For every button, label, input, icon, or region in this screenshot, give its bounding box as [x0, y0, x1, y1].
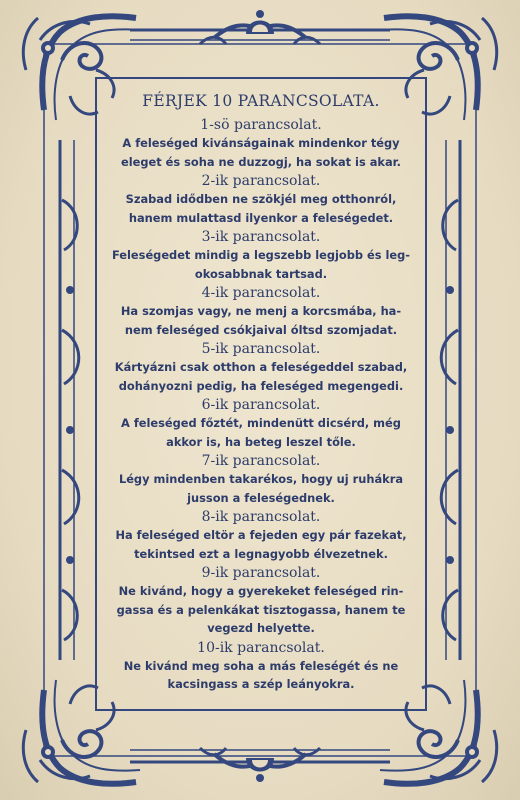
commandment-section: [98, 639, 424, 694]
commandment-line: dohányozni pedig, ha feleséged megengedi.: [118, 378, 404, 393]
commandment-section: [98, 116, 424, 171]
commandments-list: [98, 116, 424, 694]
commandment-section: [98, 172, 424, 227]
commandments-text-area: [98, 86, 424, 706]
commandment-section: [98, 284, 424, 339]
commandment-line: Ne kivánd, hogy a gyerekeket feleséged rin-: [118, 584, 404, 598]
commandment-body: [98, 526, 424, 563]
commandment-body: [98, 414, 424, 451]
commandment-heading: 10-ik parancsolat.: [197, 639, 325, 656]
commandment-heading: 4-ik parancsolat.: [201, 285, 321, 301]
commandment-line: Légy mindenben takarékos, hogy uj ruhákra: [118, 472, 404, 486]
commandment-section: [98, 508, 424, 563]
commandment-heading: 5-ik parancsolat.: [201, 341, 321, 357]
commandment-line: A feleséged kivánságainak mindenkor tégy: [122, 136, 400, 150]
commandment-body: [98, 582, 424, 638]
commandment-heading: 9-ik parancsolat.: [201, 565, 321, 581]
commandment-line: vegezd helyette.: [207, 621, 315, 635]
commandment-body: [98, 358, 424, 395]
commandment-body: [98, 246, 424, 283]
commandment-line: tekintsed ezt a legnagyobb élvezetnek.: [134, 546, 388, 561]
commandment-body: [98, 657, 424, 694]
page-title: FÉRJEK 10 PARANCSOLATA.: [142, 92, 380, 110]
commandment-line: akkor is, ha beteg leszel tőle.: [166, 434, 356, 449]
commandment-line: Ne kivánd meg soha a más feleségét és ne: [123, 658, 399, 673]
commandment-line: nem feleséged csókjaival óltsd szomjadat.: [124, 322, 398, 337]
commandment-line: Kártyázni csak otthon a feleségeddel szabad,: [114, 360, 408, 374]
commandment-section: [98, 340, 424, 395]
commandment-line: okosabbnak tartsad.: [194, 266, 328, 281]
commandment-line: A feleséged főztét, mindenütt dicsérd, még: [121, 416, 401, 430]
commandment-section: [98, 228, 424, 283]
commandment-line: Ha szomjas vagy, ne menj a korcsmába, ha-: [120, 304, 402, 318]
commandment-heading: 3-ik parancsolat.: [201, 229, 321, 245]
commandment-line: jusson a feleségednek.: [187, 490, 335, 505]
commandment-line: eleget és soha ne duzzogj, ha sokat is akar.: [121, 154, 401, 169]
commandment-heading: 2-ik parancsolat.: [201, 173, 321, 189]
commandment-body: [98, 470, 424, 507]
commandment-heading: 8-ik parancsolat.: [201, 509, 321, 525]
commandment-line: kacsingass a szép leányokra.: [167, 677, 355, 691]
commandment-line: Feleségedet mindig a legszebb legjobb és leg-: [111, 248, 411, 262]
commandment-line: hanem mulattasd ilyenkor a feleségedet.: [128, 210, 394, 225]
commandment-line: gassa és a pelenkákat tisztogassa, hanem te: [116, 602, 406, 617]
commandment-line: Ha feleséged eltör a fejeden egy pár fazekat,: [115, 528, 407, 542]
commandment-section: [98, 396, 424, 451]
commandment-body: [98, 134, 424, 171]
commandment-heading: 6-ik parancsolat.: [201, 397, 321, 413]
commandment-body: [98, 190, 424, 227]
commandment-heading: 7-ik parancsolat.: [201, 453, 321, 469]
commandment-line: Szabad idődben ne szökjél meg otthonról,: [125, 192, 397, 206]
commandment-section: [98, 564, 424, 638]
commandment-section: [98, 452, 424, 507]
commandment-heading: 1-sö parancsolat.: [200, 117, 322, 133]
commandment-body: [98, 302, 424, 339]
